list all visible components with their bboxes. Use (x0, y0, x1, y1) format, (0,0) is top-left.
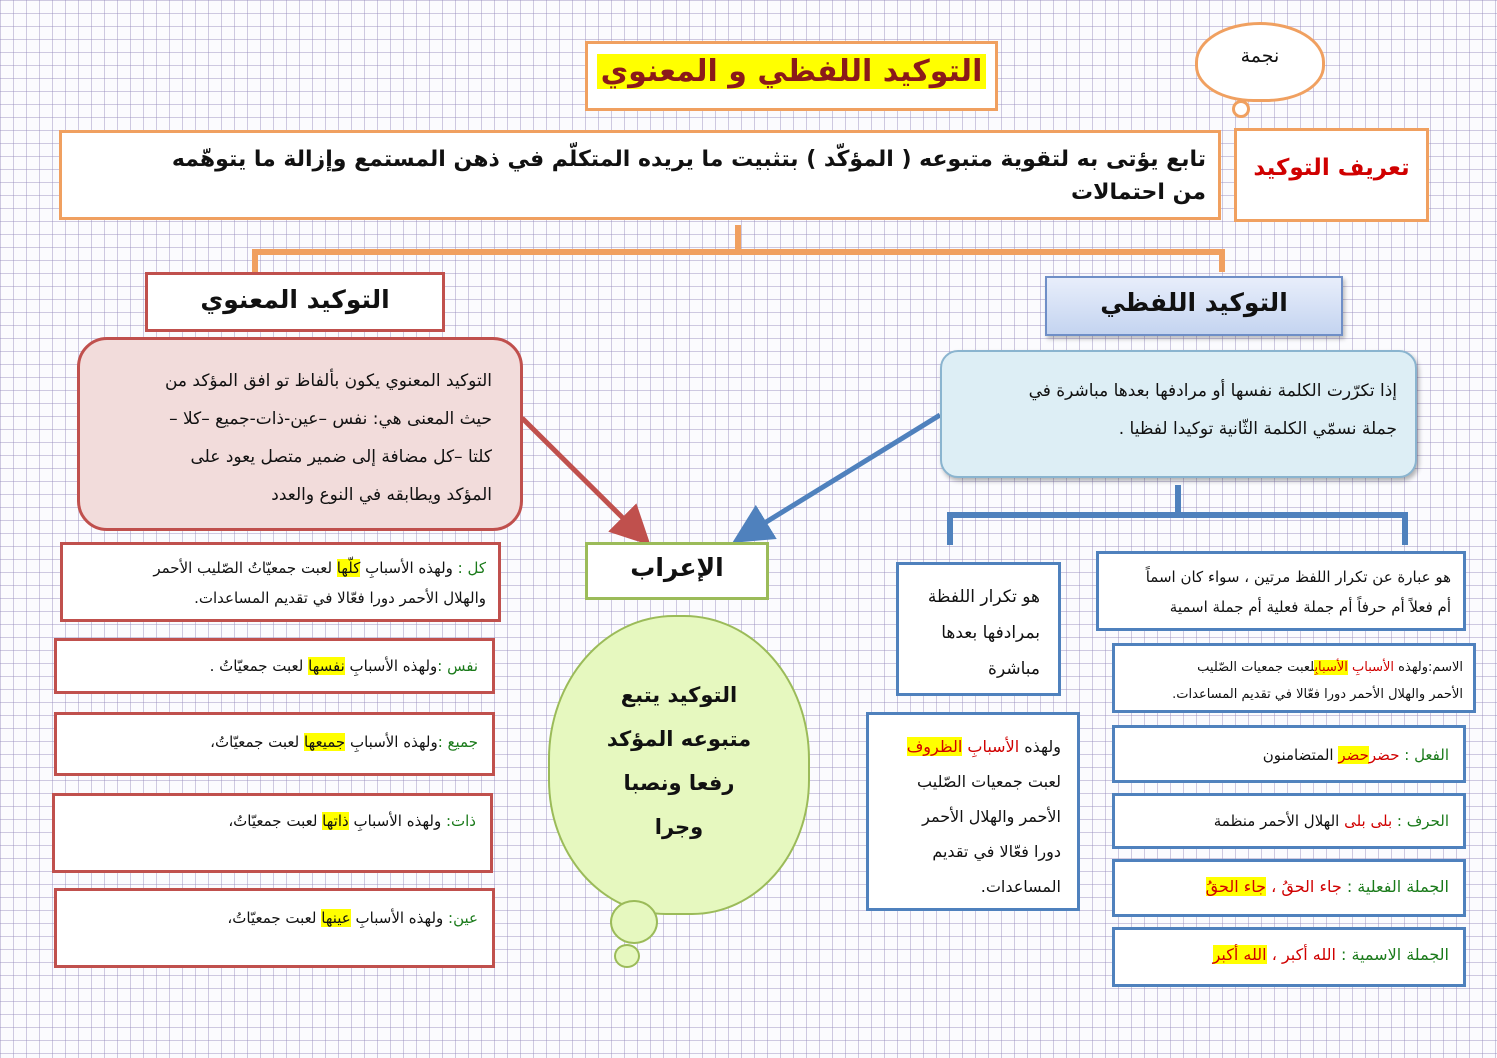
ex-noun-rest: لعبت جمعيات الصّليب (1197, 660, 1315, 675)
repeat-word-line2: أم فعلاً أم حرفاً أم جملة فعلية أم جملة اسمية (1169, 598, 1451, 616)
synonym-ex-line2: لعبت جمعيات الصّليب (917, 772, 1061, 791)
najma-cloud (1195, 22, 1325, 102)
synonym-ex-pre: ولهذه (1019, 737, 1061, 756)
arrow-manawi-to-irab (522, 418, 640, 535)
definition-box (59, 130, 1221, 220)
example-verbal-sentence-box (1112, 859, 1466, 917)
definition-label: تعريف التوكيد (1253, 155, 1410, 181)
m-kul-pre: ولهذه الأسبابِ (360, 559, 458, 577)
ex-particle-word: بلى بلى (1344, 812, 1393, 830)
m-nafs-pre: ولهذه الأسبابِ (344, 657, 438, 675)
irab-cloud-line4: وجرا (654, 815, 704, 839)
m-ayn-pre: ولهذه الأسبابِ (350, 909, 449, 927)
lafzi-heading-box (1045, 276, 1343, 336)
ex-nominal-label: الجملة الاسمية : (1341, 945, 1449, 964)
manawi-heading: التوكيد المعنوي (200, 285, 390, 314)
synonym-ex-line5: المساعدات. (980, 877, 1061, 896)
manawi-example-ayn (54, 888, 495, 968)
ex-verb-rest: المتضامنون (1262, 746, 1339, 764)
irab-cloud-line2: متبوعه المؤكد (606, 727, 752, 751)
lafzi-bracket (950, 485, 1405, 545)
synonym-ex-word1: الأسبابِ (967, 737, 1020, 756)
irab-cloud-line1: التوكيد يتبع (620, 683, 738, 707)
irab-cloud-bubble-2 (614, 944, 640, 968)
ex-verbal-label: الجملة الفعلية : (1346, 877, 1449, 896)
example-particle-box (1112, 793, 1466, 849)
lafzi-desc-line1: إذا تكرّرت الكلمة نفسها أو مرادفها بعدها مباشرة في (1028, 381, 1397, 401)
irab-heading-box (585, 542, 769, 600)
m-dhat-pre: ولهذه الأسبابِ (348, 812, 446, 830)
ex-noun-word1: الأسبابِ (1352, 660, 1395, 675)
ex-noun-pre: ولهذه (1394, 660, 1429, 675)
manawi-desc-line4: المؤكد ويطابقه في النوع والعدد (271, 485, 492, 505)
lafzi-desc-line2: جملة نسمّي الكلمة الثّانية توكيدا لفظيا . (1118, 419, 1397, 439)
synonym-line3: مباشرة (988, 659, 1040, 679)
synonym-line1: هو تكرار اللفظة (927, 587, 1040, 607)
m-kul-label: كل : (457, 559, 486, 577)
synonym-line2: بمرادفها بعدها (941, 623, 1040, 643)
irab-cloud (548, 615, 810, 915)
m-dhat-rest: لعبت جمعيّاتُ، (228, 812, 323, 830)
synonym-ex-line4: دورا فعّالا في تقديم (932, 842, 1061, 861)
manawi-example-dhat (52, 793, 493, 873)
m-jami-rest: لعبت جمعيّاتُ، (210, 733, 304, 751)
ex-nominal-word2: الله أكبر (1212, 945, 1267, 964)
manawi-example-nafs (54, 638, 495, 694)
m-nafs-label: نفس : (437, 657, 478, 675)
manawi-heading-box (145, 272, 445, 332)
lafzi-heading: التوكيد اللفظي (1100, 288, 1288, 317)
ex-nominal-word1: الله أكبر ، (1271, 945, 1336, 964)
irab-heading: الإعراب (630, 553, 724, 582)
lafzi-description-box (940, 350, 1417, 478)
synonym-ex-line3: الأحمر والهلال الأحمر (922, 807, 1061, 826)
ex-particle-rest: الهلال الأحمر منظمة (1213, 812, 1345, 830)
synonym-example-box (866, 712, 1080, 911)
m-kul-word: كلّها (336, 559, 361, 577)
repeat-word-box (1096, 551, 1466, 631)
example-noun-box (1112, 643, 1476, 713)
m-ayn-label: عين: (448, 909, 478, 927)
ex-verb-label: الفعل : (1404, 746, 1449, 764)
ex-verbal-word2: جاء الحقُ (1205, 877, 1267, 896)
ex-particle-label: الحرف : (1396, 812, 1449, 830)
m-ayn-rest: لعبت جمعيّاتُ، (227, 909, 322, 927)
ex-verb-word1: حضر (1368, 746, 1400, 764)
arrow-lafzi-to-irab (745, 415, 940, 535)
synonym-ex-word2: الظروف (906, 737, 963, 756)
irab-cloud-bubble-1 (610, 900, 658, 944)
manawi-description-box (77, 337, 523, 531)
title-box (585, 41, 998, 111)
m-dhat-label: ذات: (445, 812, 476, 830)
m-kul-line2: والهلال الأحمر دورا فعّالا في تقديم المساعدات. (194, 589, 486, 607)
ex-noun-label: الاسم: (1428, 660, 1463, 675)
example-verb-box (1112, 725, 1466, 783)
definition-text-line2: من احتمالات (1071, 180, 1206, 205)
manawi-desc-line3: كلتا –كل مضافة إلى ضمير متصل يعود على (190, 447, 492, 467)
page-title: التوكيد اللفظي و المعنوي (597, 54, 987, 89)
top-bracket (255, 225, 1222, 272)
m-kul-rest: لعبت جمعيّاتُ الصّليب الأحمر (153, 559, 337, 577)
manawi-example-kul (60, 542, 501, 622)
manawi-desc-line2: حيث المعنى هي: نفس –عين-ذات-جميع –كلا – (169, 409, 492, 429)
synonym-box (896, 562, 1061, 696)
manawi-example-jami (54, 712, 495, 776)
ex-verbal-word1: جاء الحقُ ، (1271, 877, 1342, 896)
najma-tail (1232, 100, 1250, 118)
repeat-word-line1: هو عبارة عن تكرار اللفظ مرتين ، سواء كان اسماً (1145, 568, 1451, 586)
m-jami-word: جميعها (304, 733, 346, 751)
m-nafs-rest: لعبت جمعيّاتُ . (209, 657, 309, 675)
m-ayn-word: عينها (321, 909, 351, 927)
m-jami-label: جميع : (437, 733, 478, 751)
ex-noun-word2: الأسبابِ (1314, 660, 1348, 675)
manawi-desc-line1: التوكيد المعنوي يكون بألفاظ تو افق المؤكد من (164, 371, 492, 391)
m-nafs-word: نفسها (308, 657, 345, 675)
m-jami-pre: ولهذه الأسبابِ (345, 733, 438, 751)
definition-text-line1: تابع يؤتى به لتقوية متبوعه ( المؤكّد ) بتثبيت ما يريده المتكلّم في ذهن المستمع وإزالة ما يتوهّمه (171, 147, 1206, 172)
definition-label-box (1234, 128, 1429, 222)
ex-verb-word2: حضر (1338, 746, 1369, 764)
example-nominal-sentence-box (1112, 927, 1466, 987)
ex-noun-line2: الأحمر والهلال الأحمر دورا فعّالا في تقديم المساعدات. (1172, 687, 1463, 702)
m-dhat-word: ذاتها (322, 812, 349, 830)
irab-cloud-line3: رفعا ونصبا (623, 771, 735, 795)
najma-label: نجمة (1240, 45, 1280, 67)
